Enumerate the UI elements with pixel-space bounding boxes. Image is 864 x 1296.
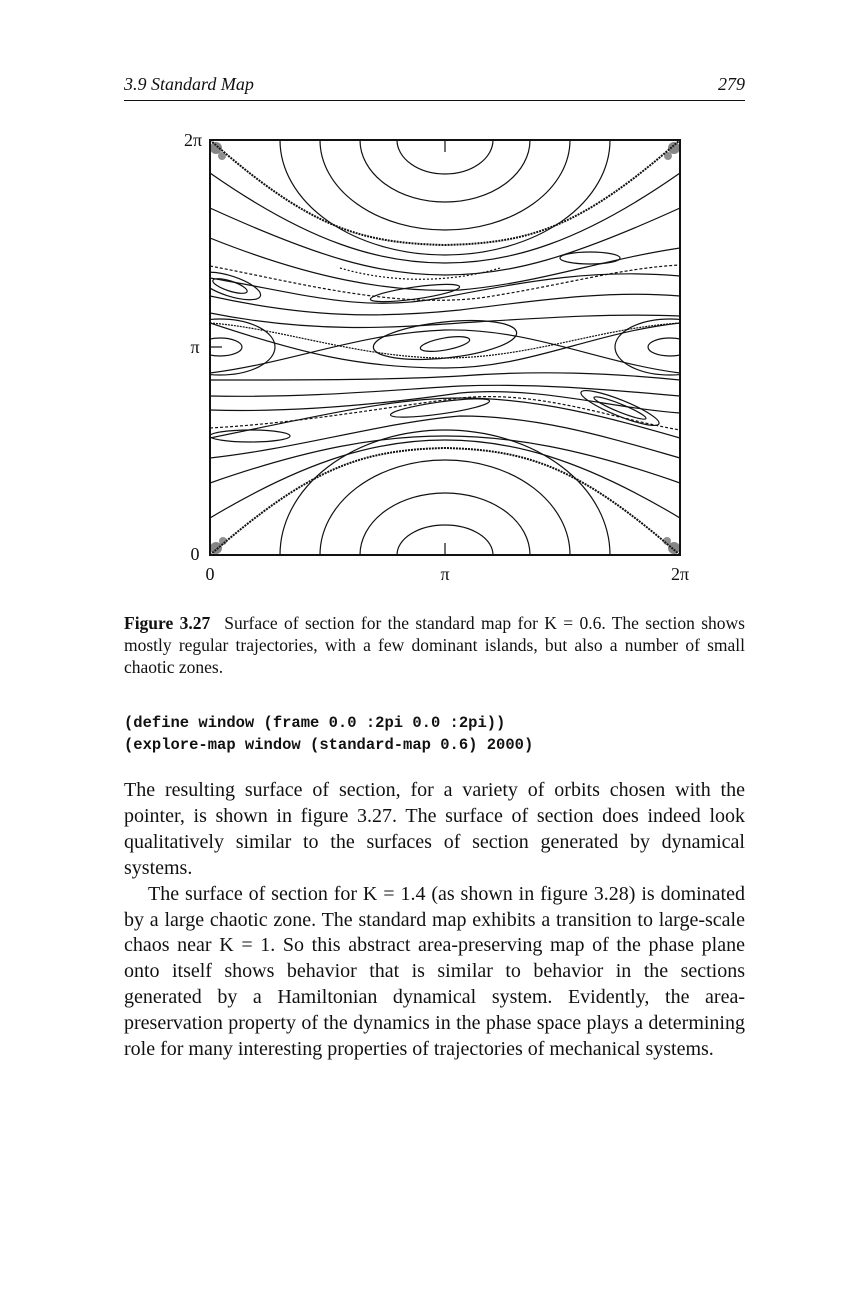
phase-portrait-plot <box>160 118 720 594</box>
upper-separatrix <box>210 140 680 245</box>
y-tick-2pi: 2π <box>183 130 203 150</box>
paragraph: The surface of section for K = 1.4 (as shown in figure 3.28) is dominated by a large chaotic zone. The standard map exhibits a transition to large-scale chaos near K = 1. So this abstract area-preserving map of the phase plane onto itself shows behavior that is similar to behavior in the sections generated by a Hamiltonian dynamical system. Evidently, the area-preservation property of the dynamics in the phase space plays a determining role for many interesting properties of trajectories of mechanical systems. <box>124 882 745 1061</box>
caption-text: Surface of section for the standard map for K = 0.6. The section shows mostly regular trajectories, with a few dominant islands, but also a number of small chaotic zones. <box>124 613 745 677</box>
invariant-curve <box>210 274 680 304</box>
paragraph: The resulting surface of section, for a variety of orbits chosen with the pointer, is shown in figure 3.27. The surface of section does indeed look qualitatively similar to the surfaces of section generated by dynamical systems. <box>124 779 745 879</box>
chaotic-zones <box>210 142 680 554</box>
island-orbit <box>615 319 720 375</box>
island-orbit <box>419 334 470 355</box>
trajectories <box>165 118 720 594</box>
invariant-curve <box>210 373 680 380</box>
y-tick-0: 0 <box>190 544 200 564</box>
invariant-curve <box>210 440 680 518</box>
page-number: 279 <box>718 74 745 94</box>
figure-label: Figure 3.27 <box>124 613 211 633</box>
x-tick-0: 0 <box>205 564 215 584</box>
body-text <box>124 778 745 1063</box>
running-header <box>124 72 745 101</box>
chaotic-layer <box>210 323 680 358</box>
island-orbit <box>560 252 620 264</box>
phase-portrait-figure <box>160 118 720 594</box>
invariant-curve <box>210 208 680 275</box>
section-title: 3.9 Standard Map <box>124 74 254 94</box>
island-orbit <box>280 118 610 255</box>
invariant-curve <box>210 392 680 413</box>
island-orbit <box>578 385 662 431</box>
island-orbit <box>360 118 530 202</box>
island-orbit <box>211 276 248 297</box>
y-tick-pi: π <box>190 337 200 357</box>
x-tick-pi: π <box>440 564 450 584</box>
code-line: (explore-map window (standard-map 0.6) 2000) <box>124 736 534 754</box>
code-line: (define window (frame 0.0 :2pi 0.0 :2pi)) <box>124 714 506 732</box>
invariant-curve <box>210 173 680 263</box>
island-orbit <box>648 338 692 356</box>
lower-separatrix <box>210 448 680 555</box>
x-tick-2pi: 2π <box>670 564 690 584</box>
figure-caption <box>124 612 745 678</box>
code-block <box>124 712 764 756</box>
invariant-curve <box>210 313 680 327</box>
